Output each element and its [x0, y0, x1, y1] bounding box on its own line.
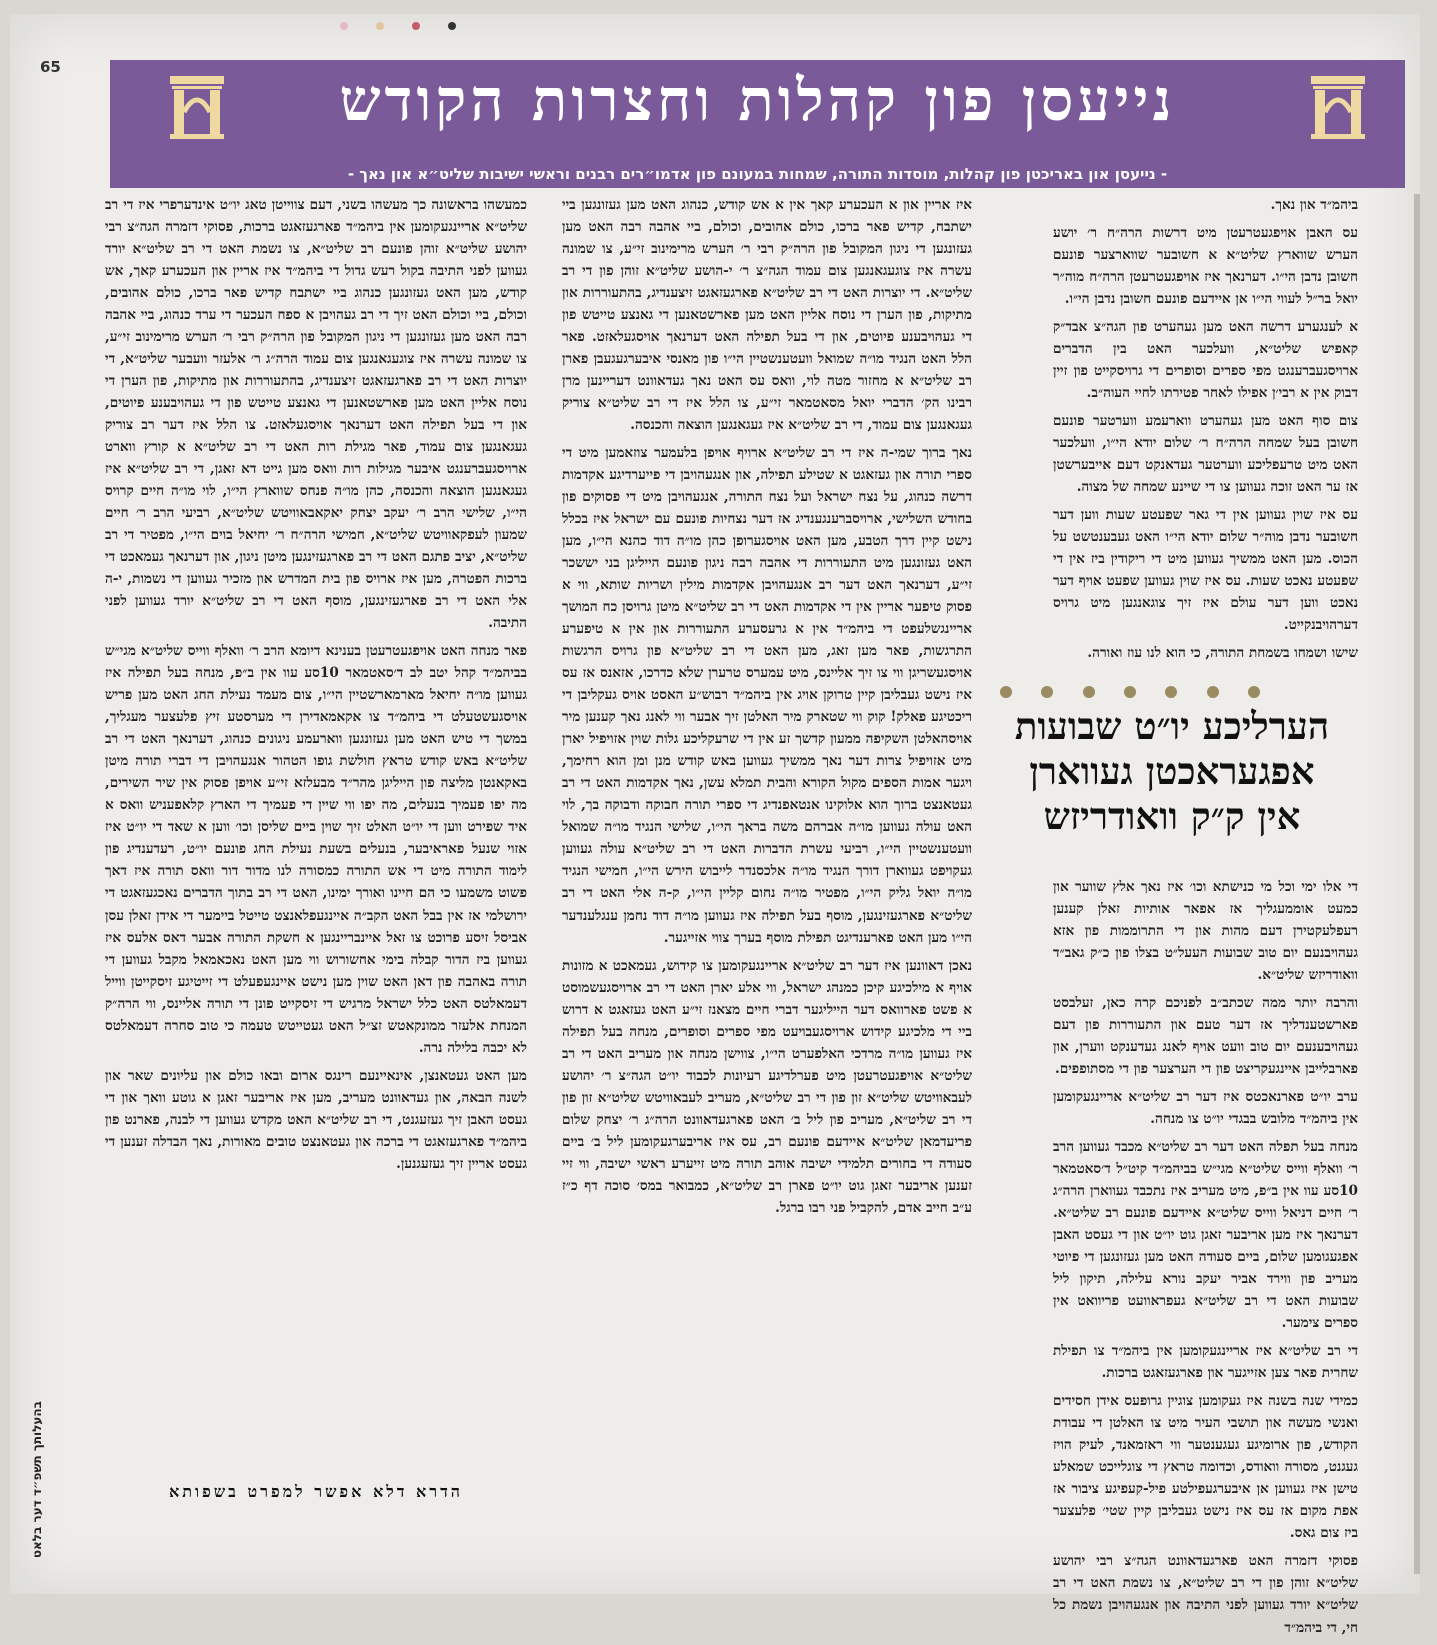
paragraph: ערב יו״ט פארנאכטס איז דער רב שליט״א אריינגעקומען אין ביהמ״ד מלובש בבגדי יו״ט צו מנחה.: [1053, 1089, 1358, 1128]
headline-line: הערליכע יו״ט שבועות: [1014, 704, 1330, 748]
article-headline: [982, 704, 1362, 839]
dot: [1000, 686, 1012, 698]
closing-line: הדרא דלא אפשר למפרט בשפותא: [169, 1482, 463, 1501]
decorative-dots: [1000, 686, 1260, 700]
paragraph: כמידי שנה בשנה איז געקומען צוגיין גרופעס אידן חסידים ואנשי מעשה און תושבי העיר מיט צו האלטן די עבודת הקודש, פון ארומיגע געגענטער ווי ראזמאנד, לעיק הויז געגנט, מסורה וואודס, וכדומה טראץ די צוגלייכט שמאלע טישן איז געווען אן איבערגעפילטע פיל-קעפיגע ציבור אז אפת מקום אז עס איז נישט געבליבן קיין שטי׳ פלעצער ביז צום גאס.: [1053, 1393, 1358, 1542]
paragraph: שישו ושמחו בשמחת התורה, כי הוא לנו עוז ואורה.: [1087, 645, 1358, 662]
newspaper-page: [10, 14, 1420, 1636]
paragraph: די רב שליט״א איז אריינגעקומען אין ביהמ״ד צו תפילת שחרית פאר צען אזייגער און פארגעזאגט ברכות.: [1053, 1343, 1358, 1382]
article-column-right: [1053, 194, 1358, 670]
paragraph: עס האבן אויפגעטרעטן מיט דרשות הרה״ח ר׳ יושע הערש שווארץ שליט״א א חשובער שווארצער פונעם חשובן נדבן הי״ו. דערנאך איז אויפגעטרעטן הרה״ח מוה״ר יואל בר״ל לעווי הי״ו אן איידעם פונעם חשובן נדבן הי״ו.: [1053, 225, 1358, 308]
article-column-middle: [562, 194, 972, 1225]
headline-line: אפגעראכטן געווארן: [1029, 749, 1315, 794]
dot: [1124, 686, 1136, 698]
arch-gate-icon: [1309, 72, 1367, 140]
paragraph: צום סוף האט מען געהערט ווארעמע ווערטער פונעם חשובן בעל שמחה הרה״ח ר׳ שלום יודא הי״ו, וועלכער האט מיט טרעפליכע ווערטער געדאנקט דעם אייבערשטן אז ער האט זוכה געווען צו די שיינע שמחה של מצוה.: [1053, 413, 1358, 496]
paragraph: א לענגערע דרשה האט מען געהערט פון הגה״צ אבד״ק קאפיש שליט״א, וועלכער האט בין הדברים ארויסגעברענגט מפי ספרים וסופרים די גרויסקייט פון זיין דבוק אין א רבי׳ן אפילו לאחר פטירתו לחיי העוה״ב.: [1053, 319, 1358, 402]
dot: [1207, 686, 1219, 698]
headline-line: אין ק״ק וואודריזש: [1043, 794, 1301, 839]
print-registration-marks: [340, 22, 456, 30]
paragraph: פסוקי דזמרה האט פארגעדאוונט הגה״צ רבי יהושע שליט״א זוהן פון די רב שליט״א, צו נשמת האט די רב שליט״א יורד געווען לפני התיבה און אנגעהויבן נשמת כל חי, די ביהמ״ד: [1053, 1553, 1358, 1636]
arch-gate-icon: [168, 72, 226, 140]
dot: [1041, 686, 1053, 698]
paragraph: די אלו ימי וכל מי כנישתא וכו׳ איז נאך אלץ שווער און כמעט אוממעגליך אז אפאר אותיות זאלן קענען רעפלעקטירן דעם מהות און די התרוממות פון אזא געהויבנעם יום טוב שבועות העעל״ט בצלו פון כ״ק גאב״ד וואודריזש שליט״א.: [1053, 879, 1358, 984]
paragraph: פאר מנחה האט אויפגעטרעטן בענינא דיומא הרב ר׳ וואלף ווייס שליט״א מגי״ש בביהמ״ד קהל יטב לב ד׳סאטמאר 10סע עוו אין ב״פ, מנחה בעל תפילה איז געווען מו״ה יחיאל מארמארשטיין הי״ו, צום מעמד נעילת החג האט מען פריש אויסגעשטעלט די ביהמ״ד צו אקאמאדירן די מערסטע זיץ פלעצער מעגליך, במשך די טיש האט מען געזונגען ווארעמע ניגונים כנהוג, דערנאך האט די רב שליט״א באש קודש טראץ חולשת גופו הטהור אנגעהויבן די דברי תורה מיטן באקאנטן מליצה פון הייליגן מהר״ד מבעלזא זי״ע אויפן פסוק אין שיר השירים, מה יפו פעמיך בנעלים, מה יפו ווי שיין די פעמיך די הארץ קלאפעניש וואס א איד שפירט ווען די יו״ט האלט זיך שוין ביים שליסן וכו׳ ווען א שאד די יו״ט איז אזוי שנעל פאראיבער, בנעלים בשעת נעילת החג פונעם יו״ט, רעדענדיג פון לימוד התורה מיט די אש התורה כמסורה לנו מדור דור וואס תורה איז דאך פשוט משמעו כי הם חיינו ואורך ימינו, האט די רב בתוך הדברים נאכגעזאגט די ירושלמי אז אין בבל האט הקב״ה איינגעפלאנצט טייטל ביימער די אידן זאלן עסן אביסל זיסע פרוכט צו זאל איינבריינגען א חשקת התורה אבער דאס אלעס איז געווען ביז הדור קבלה בימי אחשורוש ווי מען האט נאכאמאל מקבל געווען די תורה באהבה פון דאן האט שוין מען נישט איינגעפעלט די זייטיגע זיסקייטן ווייל דעמאלטס האט כלל ישראל מרגיש די זיסקייט פונן די תורה אליינס, ווי הרה״ק המנחת אלעזר ממונקאטש זצ״ל האט געטייטש טעמה כי טוב סחרה דעמאלטס לא יכבה בלילה נרה.: [105, 643, 527, 1056]
article-column-left: [105, 194, 527, 1181]
paragraph: כמעשהו בראשונה כך מעשהו בשני, דעם צווייטן טאג יו״ט אינדערפרי איז די רב שליט״א אריינגעקומען אין ביהמ״ד פארגעזאגט ברכות, פסוקי דזמרה הגה״צ רבי יהושע שליט״א זוהן פונעם רב שליט״א, צו נשמת האט די רב שליט״א יורד געווען לפני התיבה בקול רעש גדול די ביהמ״ד איז אריין און העכערע קאך, אש קודש, מען האט געזונגען כנהוג ביי ישתבח קדיש פאר ברכו, כולם אהובים, וכולם, ביי וכולם האט זיך די רב געהויבן א ספח העכער די ערד כנהוג, ביי אהבה רבה האט מען געזונגען די ניגון המקובל פון הרה״ק רבי ר׳ הערש מרימינוב זי״ע, צו שמונה עשרה איז צוגעגאנגען צום עמוד הרה״ג ר׳ אלעזר וועבער שליט״א, די יוצרות האט די רב פארגעזאגט זיצענדיג, בהתעוררות און מתיקות, פון הערן די נוסח אליין האט מען פארשטאנען די גאנצע טייטש פון די געהויבענע פיוטים, און די בעל תפילה האט דערנאך אויסגעלאזט. צו הלל איז דער רב צוריק געגאנגען צום עמוד, פאר מגילת רות האט די רב שליט״א א קורץ ווארט ארויסגעברענגט איבער מגילות רות וואס מען גייט דא זאגן, די רב שליט״א איז געגאנגען הוצאה והכנסה, כהן מו״ה פנחס שווארץ הי״ו, לוי מו״ה חיים קרויס הי״ו, שלישי הרב ר׳ יעקב יצחק יאקאבאוויטש שליט״א, רביעי הרב ר׳ חיים שמעון לעפקאוויטש שליט״א, חמישי הרה״ח ר׳ יחיאל בוים הי״ו, מפטיר די רב שליט״א, יציב פתגם האט די רב פארגעזינגען מיטן ניגון, און דערנאך געמאכט די ברכות הפטרה, מען איז ארויס פון בית המדרש און מזכיר געווען די נשמות, י-ה אלי האט די רב פארגעזינגען, מוסף האט די רב שליט״א יורד געווען לפני התיבה.: [105, 197, 527, 632]
paragraph: איז אריין און א העכערע קאך אין א אש קודש, כנהוג האט מען געזונגען ביי ישתבח, קדיש פאר ברכו, כולם אהובים, וכולם, ביי אהבה רבה האט מען געזונגען די ניגון המקובל פון הרה״ק רבי ר׳ הערש מרימינוב זי״ע, צו שמונה עשרה איז צוגעגאנגען צום עמוד הגה״צ ר׳ י-הושע שליט״א זוהן פון די רב שליט״א. די יוצרות האט די רב שליט״א פארגעזאגט זיצענדיג, בהתעוררות און מתיקות, פון הערן די נוסח אליין האט מען פארשטאנען די גאנצע טייטש פון די געהויבענע פיוטים, און די בעל תפילה האט דערנאך אויסגעלאזט. פאר הלל האט הנגיד מו״ה שמואל וועטענשטיין הי״ו פון מאנסי איבערגעגעבן פארן רב שליט״א א מחזור מטה לוי, וואס עס האט נאך געדאוונט דעריינען מרן רבינו הק׳ הדברי יואל מסאטמאר זי״ע, צו הלל איז די רב שליט״א צוריק געגאנגען צום עמוד, די רב שליט״א איז געגאנגען הוצאה והכנסה.: [562, 197, 972, 434]
paragraph: עס איז שוין געווען אין די גאר שפעטע שעות ווען דער חשובער נדבן מוה״ר שלום יודא הי״ו האט געבענטשט על הכוס. מען האט ממשיך געווען מיט די ריקודין ביז אין די שפעטע נאכט שעות. עס איז שוין געווען שפעט אויף דער נאכט ווען דער עולם איז זיך צוגאנגען מיט גרויס דערהויבנקייט.: [1053, 507, 1358, 634]
dot: [1248, 686, 1260, 698]
paragraph: מען האט געטאנצן, אינאיינעם רינגס ארום ובאו כולם און עליונים שאר און לשנה הבאה, און געדאוונט מעריב, מען איז אריבער זאגן א גוטע וואך און די געסט האבן זיך געזעגנט, די רב שליט״א האט מקדש געווען די לבנה, פארנט פון ביהמ״ד פארגעזאגט די ברכה און געטאנצט טובים מאורות, נאך הבדלה זענען די געסט אריין זיך געזעגנען.: [105, 1067, 527, 1172]
paragraph: והרבה יותר ממה שכתב״ב לפניכם קרה כאן, זעלבסט פארשטענדליך אז דער טעם און התעוררות פון דעם געהויבענעם יום טוב וועט אויף לאנג געדענקט ווערן, און פארבלייבן איינגעקריצט פון די הערצער פון די מסתופפים.: [1053, 995, 1358, 1078]
dot: [1165, 686, 1177, 698]
section-banner: [110, 60, 1405, 183]
paragraph: נאכן דאוונען איז דער רב שליט״א אריינגעקומען צו קידוש, געמאכט א מזונות אויף א מילכיגע קיכן כמנהג ישראל, ווי אלע יארן האט די רב ארויסגעשמוסט א פשט פארוואס דער הייליגער דברי חיים מצאנז זי״ע האט געזאגט א דרוש ביי די מלכיגע קידוש ארויסגעבויעט מפי ספרים וסופרים, מנחה בעל תפילה איז געווען מו״ה מרדכי האלפערט הי״ו, צווישן מנחה און מעריב האט די רב שליט״א אויפגעטרעטן מיט פערלדיגע רעיונות לכבוד יו״ט הגה״צ ר׳ יהושע לעבאוויטש שליט״א זון פון די רב שליט״א, מעריב לעבאוויטש שליט״א זון פון די רב שליט״א, מעריב פון ליל ב׳ האט פארגעדאוונט הרה״ג ר׳ יצחק שלום פריעדמאן שליט״א איידעם פונעם רב, עס איז אריבערגעקומען ליל ב׳ ביים סעודה די בחורים תלמידי ישיבה אוהב תורה מיט זייערע ראשי ישיבה, ווי זיי זענען אריבער זאגן גוט יו״ט פארן רב שליט״א, כמבואר במס׳ סוכה דף כ״ז ע״ב חייב אדם, להקביל פני רבו ברגל.: [562, 957, 972, 1216]
banner-title: נייעסן פון קהלות וחצרות הקודש: [339, 66, 1176, 134]
paragraph: נאך ברוך שמי-ה איז די רב שליט״א ארויף אויפן בלעמער צוזאמען מיט די ספרי תורה און געזאגט א שטילע תפילה, און אנגעהויבן די פייערדיגע אקדמות דרשה כנהוג, על נצח ישראל ועל נצח התורה, אנגעהויבן מיט די פסוקים פון בחודש השלישי, ארויסברענגענדיג אז דער נצחיות פונעם עם ישראל איז בכלל נישט קיין דרך הטבע, מען האט אויסגערופן כהן מו״ה דוד כהנא הי״ו, מען האט געזונגען מיט התעוררות די אהבה רבה ניגון פונעם הייליגן בני יששכר זי״ע, דערנאך האט דער רב אנגעהויבן אקדמות מילין ושריות שותא, ווי א פסוק טיפער אריין אין די אקדמות האט די רב שליט״א מיטן גרויסן כח המושך אריינגשלעפט די ביהמ״ד אין א גרעסערע התעוררות און אין א טיפערע התרגשות, פאר מען זאג, מען האט די רב שליט״א פון גרויס הרגשות אויסגעשריגן ווי צו זיך אליינס, מיט עמערס טרערן שלא כדרכו, אזאנס אז עס איז נישט געבליבן קיין טרוקן אויג אין ביהמ״ד רבוש״ע האסט אויס געקליבן די ריכטיגע פאלק! קוק ווי שטארק מיר האלטן זיך אבער ווי לאנג נאך קענען מיר אויסהאלטן השקיפה ממעון קדשך זע אין די שרעקליכע גלות שוין אזויפיל יארן מיט אזויפיל צרות דער נאך ממשיך געווען באש קודש מנן ומן הוא רחימך, ויגער אמות הספים מקול הקורא והבית תמלא עשן, נאך אקדמות האט די רב געטאנצט ברוך הוא אלוקינו אנטאפנדיג די ספרי תורה חבוקה ודבוקה בך, לוי האט עולה געווען מו״ה אברהם משה בראך הי״ו, שלישי הנגיד מו״ה שמואל וועטענשטיין הי״ו, רביעי עשרת הדברות האט די רב שליט״א עולה געווען געקויפט געווארן דורך הנגיד מו״ה אלכסנדר לייבוש הירש הי״ו, חמישי הנגיד מו״ה יואל גליק הי״ו, מפטיר מו״ה נחום קליין הי״ו, ק-ה אלי האט די רב שליט״א פארגעזינגען, מוסף בעל תפילה איז געווען מו״ה דוד נחמן ענגלענדער הי״ו מען האט פארענדיגט תפילת מוסף בערך צווי אזייגער.: [562, 445, 972, 946]
article-column-right-lower: [1053, 876, 1358, 1645]
banner-subtitle: - נייעסן און באריכטן פון קהלות, מוסדות התורה, שמחות במעונם פון אדמו״רים רבנים וראשי ישיבות שליט״א און נאך -: [110, 160, 1405, 188]
paragraph: ביהמ״ד און נאך.: [1270, 197, 1358, 213]
dot: [1083, 686, 1095, 698]
paragraph: מנחה בעל תפלה האט דער רב שליט״א מכבד געווען הרב ר׳ וואלף ווייס שליט״א מגי״ש בביהמ״ד קיט״ל ד׳סאטמאר 10סע עוו אין ב״פ, מיט מעריב איז נתכבד געווארן הרה״ג ר׳ חיים דניאל ווייס שליט״א איידעם פונעם רב שליט״א. דערנאך איז מען אריבער זאגן גוט יו״ט און די געסט האבן אפגעגומען שלום, ביים סעודה האט מען געזונגען די פיוטי מעריב פון ווירד אביר יעקב נורא עלילה, תיקון ליל שבועות האט די רב שליט״א געפראוועט פריוואט אין ספרים צימער.: [1053, 1139, 1358, 1332]
page-footer: בהעלותך תשפ״ד דער בלאט: [30, 1400, 44, 1558]
column-rule: [1414, 194, 1420, 1574]
page-number: 65: [40, 58, 61, 76]
